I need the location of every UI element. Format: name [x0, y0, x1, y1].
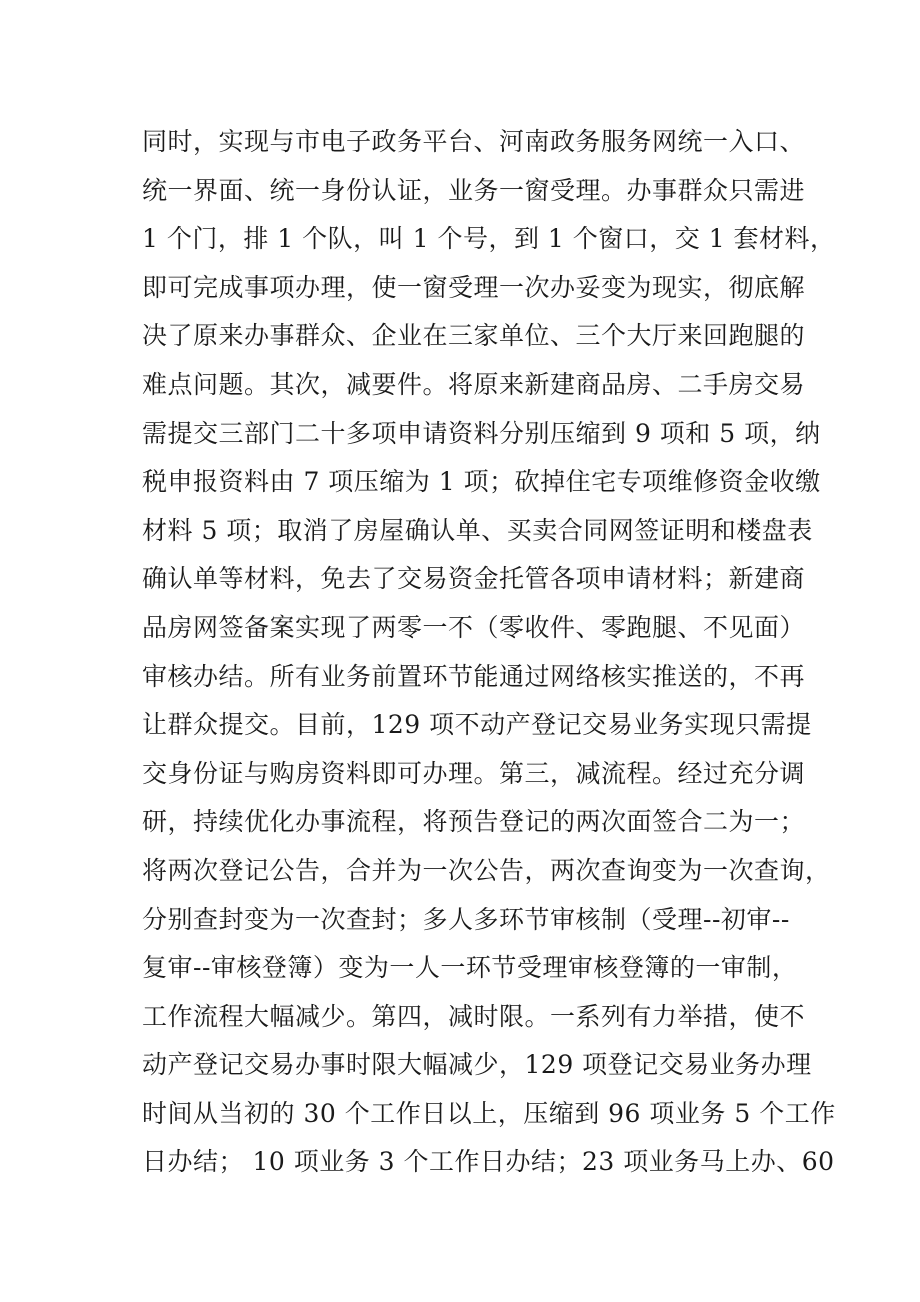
text-line: 研，持续优化办事流程，将预告登记的两次面签合二为一；	[142, 807, 806, 837]
text-line: 统一界面、统一身份认证，业务一窗受理。办事群众只需进	[142, 175, 806, 205]
text-line: 需提交三部门二十多项申请资料分别压缩到 9 项和 5 项，纳	[142, 418, 821, 448]
text-line: 审核办结。所有业务前置环节能通过网络核实推送的，不再	[142, 661, 806, 691]
text-line: 动产登记交易办事时限大幅减少，129 项登记交易业务办理	[142, 1050, 812, 1080]
text-line: 税申报资料由 7 项压缩为 1 项；砍掉住宅专项维修资金收缴	[142, 467, 821, 497]
text-line: 决了原来办事群众、企业在三家单位、三个大厅来回跑腿的	[142, 321, 806, 351]
body-text	[142, 118, 836, 1187]
text-line: 1 个门，排 1 个队，叫 1 个号，到 1 个窗口，交 1 套材料，	[142, 224, 836, 254]
text-line: 让群众提交。目前，129 项不动产登记交易业务实现只需提	[142, 710, 812, 740]
text-line: 即可完成事项办理，使一窗受理一次办妥变为现实，彻底解	[142, 272, 806, 302]
text-line: 将两次登记公告，合并为一次公告，两次查询变为一次查询，	[142, 855, 831, 885]
text-line: 复审--审核登簿）变为一人一环节受理审核登簿的一审制，	[142, 953, 798, 983]
text-line: 同时，实现与市电子政务平台、河南政务服务网统一入口、	[142, 127, 806, 156]
text-line: 材料 5 项；取消了房屋确认单、买卖合同网签证明和楼盘表	[142, 515, 813, 545]
text-line: 难点问题。其次，减要件。将原来新建商品房、二手房交易	[142, 369, 806, 399]
text-line: 日办结； 10 项业务 3 个工作日办结；23 项业务马上办、60	[142, 1147, 835, 1177]
text-line: 确认单等材料，免去了交易资金托管各项申请材料；新建商	[142, 564, 806, 594]
text-line: 品房网签备案实现了两零一不（零收件、零跑腿、不见面）	[142, 612, 806, 642]
text-line: 分别查封变为一次查封；多人多环节审核制（受理--初审--	[142, 904, 790, 934]
text-line: 交身份证与购房资料即可办理。第三，减流程。经过充分调	[142, 758, 806, 788]
text-line: 时间从当初的 30 个工作日以上，压缩到 96 项业务 5 个工作	[142, 1098, 836, 1128]
text-line: 工作流程大幅减少。第四，减时限。一系列有力举措，使不	[142, 1001, 806, 1031]
